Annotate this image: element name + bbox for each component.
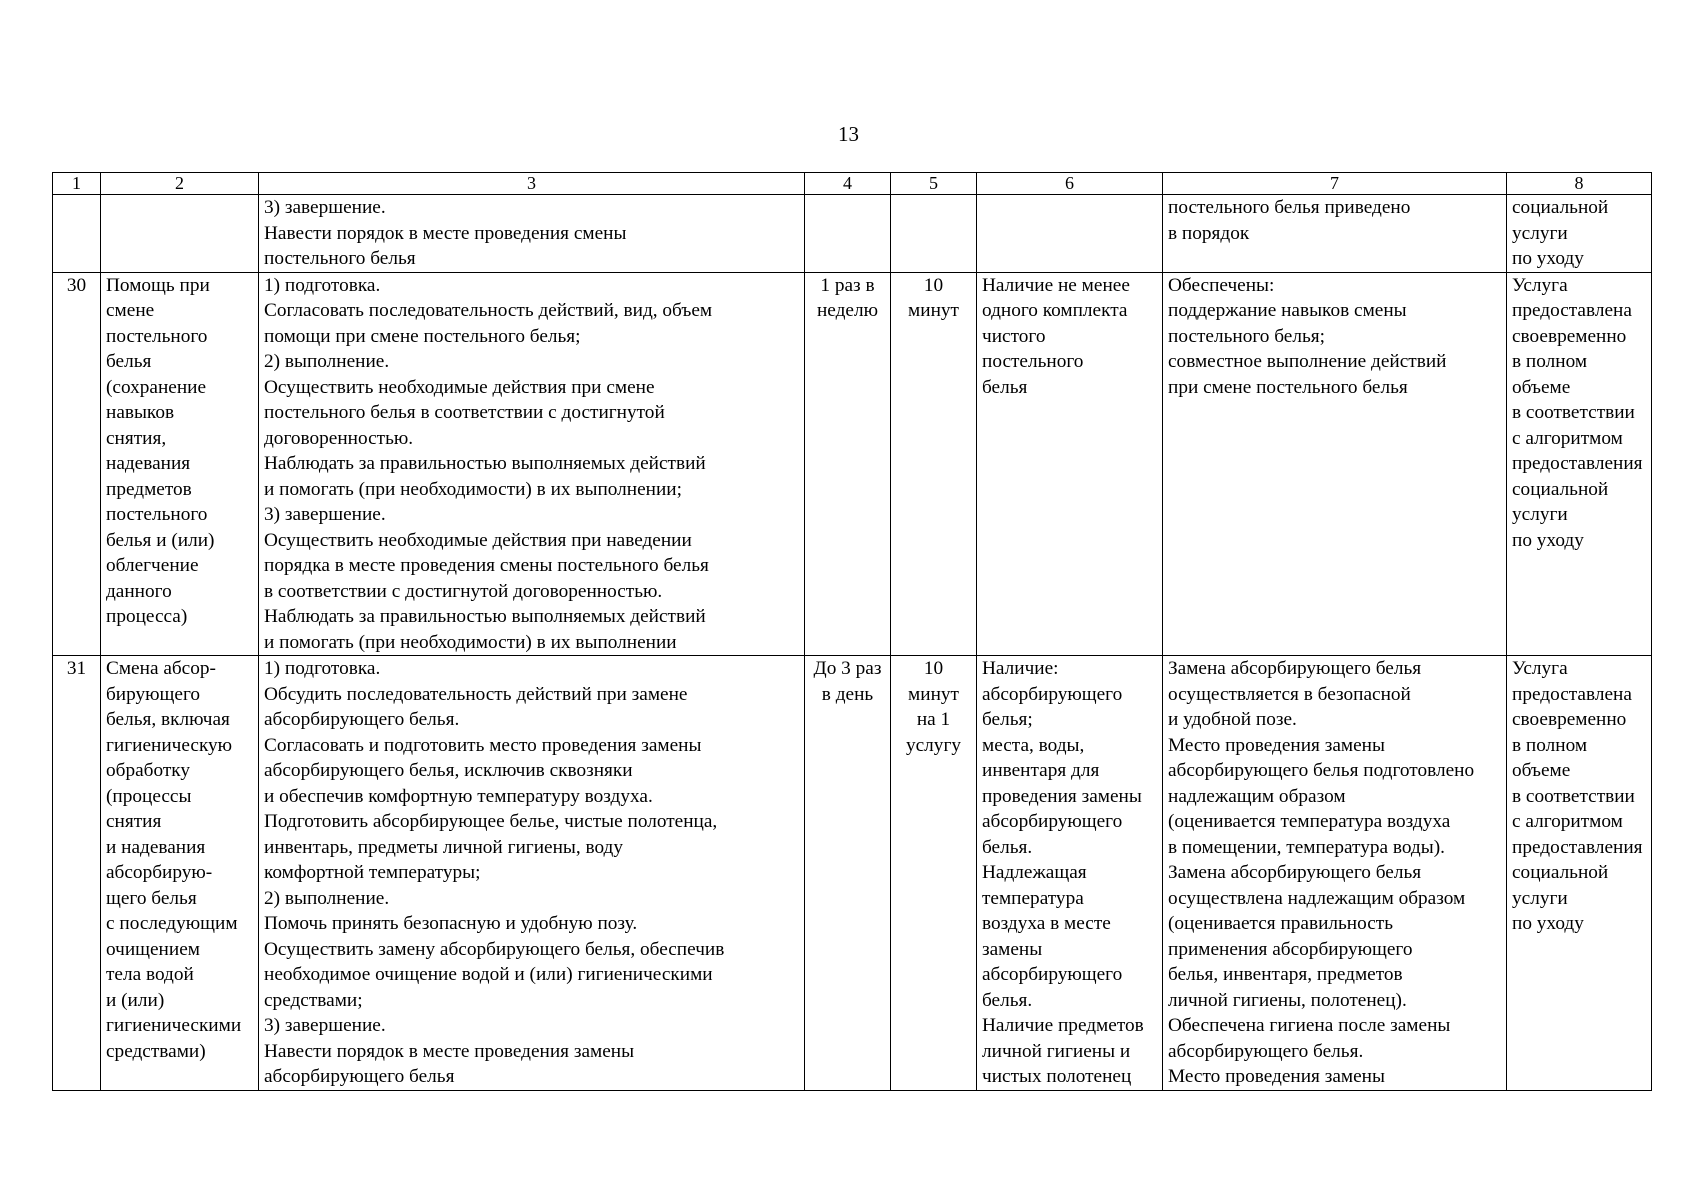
conditions-cell: [977, 195, 1163, 273]
header-cell: 5: [891, 173, 977, 195]
header-cell: 2: [101, 173, 259, 195]
service-name-cell: Помощь при смене постельного белья (сохранение навыков снятия, надевания предметов постельного белья и (или) облегчение данного процесса): [101, 272, 259, 656]
header-cell: 6: [977, 173, 1163, 195]
table-row: [53, 195, 1652, 273]
conditions-cell: Наличие: абсорбирующего белья; места, воды, инвентаря для проведения замены абсорбирующего белья. Надлежащая температура воздуха в месте замены абсорбирующего белья. Наличие предметов личной гигиены и чистых полотенец: [977, 656, 1163, 1091]
header-cell: 1: [53, 173, 101, 195]
time-cell: 10 минут на 1 услугу: [891, 656, 977, 1091]
conditions-cell: Наличие не менее одного комплекта чистого постельного белья: [977, 272, 1163, 656]
frequency-cell: 1 раз в неделю: [805, 272, 891, 656]
result-cell: Обеспечены: поддержание навыков смены постельного белья; совместное выполнение действий при смене постельного белья: [1163, 272, 1507, 656]
header-cell: 3: [259, 173, 805, 195]
row-number-cell: 30: [53, 272, 101, 656]
header-cell: 7: [1163, 173, 1507, 195]
row-number-cell: [53, 195, 101, 273]
assessment-cell: Услуга предоставлена своевременно в полном объеме в соответствии с алгоритмом предоставления социальной услуги по уходу: [1507, 272, 1652, 656]
time-cell: 10 минут: [891, 272, 977, 656]
service-name-cell: [101, 195, 259, 273]
table-row: [53, 656, 1652, 1091]
table-header-row: [53, 173, 1652, 195]
time-cell: [891, 195, 977, 273]
service-description-cell: 3) завершение. Навести порядок в месте проведения смены постельного белья: [259, 195, 805, 273]
frequency-cell: [805, 195, 891, 273]
result-cell: Замена абсорбирующего белья осуществляется в безопасной и удобной позе. Место проведения замены абсорбирующего белья подготовлено надлежащим образом (оценивается температура воздуха в помещении, температура воды). Замена абсорбирующего белья осуществлена надлежащим образом (оценивается правильность применения абсорбирующего белья, инвентаря, предметов личной гигиены, полотенец). Обеспечена гигиена после замены абсорбирующего белья. Место проведения замены: [1163, 656, 1507, 1091]
assessment-cell: Услуга предоставлена своевременно в полном объеме в соответствии с алгоритмом предоставления социальной услуги по уходу: [1507, 656, 1652, 1091]
service-description-cell: 1) подготовка. Обсудить последовательность действий при замене абсорбирующего белья. Согласовать и подготовить место проведения замены абсорбирующего белья, исключив сквозняки и обеспечив комфортную температуру воздуха. Подготовить абсорбирующее белье, чистые полотенца, инвентарь, предметы личной гигиены, воду комфортной температуры; 2) выполнение. Помочь принять безопасную и удобную позу. Осуществить замену абсорбирующего белья, обеспечив необходимое очищение водой и (или) гигиеническими средствами; 3) завершение. Навести порядок в месте проведения замены абсорбирующего белья: [259, 656, 805, 1091]
service-name-cell: Смена абсор- бирующего белья, включая гигиеническую обработку (процессы снятия и надевания абсорбирую- щего белья с последующим очищением тела водой и (или) гигиеническими средствами): [101, 656, 259, 1091]
result-cell: постельного белья приведено в порядок: [1163, 195, 1507, 273]
services-table: [52, 172, 1652, 1091]
table-row: [53, 272, 1652, 656]
assessment-cell: социальной услуги по уходу: [1507, 195, 1652, 273]
frequency-cell: До 3 раз в день: [805, 656, 891, 1091]
header-cell: 4: [805, 173, 891, 195]
service-description-cell: 1) подготовка. Согласовать последовательность действий, вид, объем помощи при смене постельного белья; 2) выполнение. Осуществить необходимые действия при смене постельного белья в соответствии с достигнутой договоренностью. Наблюдать за правильностью выполняемых действий и помогать (при необходимости) в их выполнении; 3) завершение. Осуществить необходимые действия при наведении порядка в месте проведения смены постельного белья в соответствии с достигнутой договоренностью. Наблюдать за правильностью выполняемых действий и помогать (при необходимости) в их выполнении: [259, 272, 805, 656]
page-number: 13: [838, 122, 859, 146]
header-cell: 8: [1507, 173, 1652, 195]
row-number-cell: 31: [53, 656, 101, 1091]
